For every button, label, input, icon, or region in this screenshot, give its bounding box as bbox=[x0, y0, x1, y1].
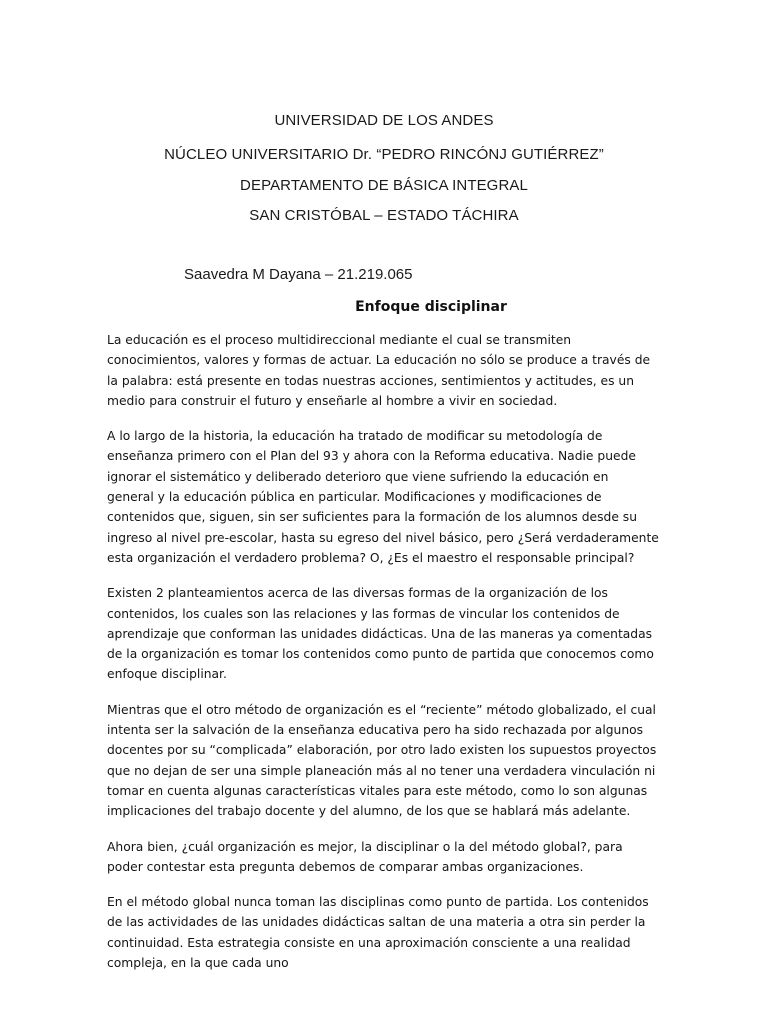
city-state: SAN CRISTÓBAL – ESTADO TÁCHIRA bbox=[249, 207, 519, 224]
paragraph: Ahora bien, ¿cuál organización es mejor, la disciplinar o la del método global?, para poder contestar esta pregunta debemos de comparar ambas organizaciones. bbox=[107, 839, 623, 874]
paragraph: En el método global nunca toman las disciplinas como punto de partida. Los contenidos de las actividades de las unidades didácticas saltan de una materia a otra sin perder la continuidad. Esta estrategia consiste en una aproximación consciente a una realidad compleja, en la que cada uno bbox=[107, 895, 649, 971]
paragraph: A lo largo de la historia, la educación ha tratado de modificar su metodología de enseñanza primero con el Plan del 93 y ahora con la Reforma educativa. Nadie puede ignorar el sistemático y deliberado deterioro que viene sufriendo la educación en general y la educación pública en particular. Modificaciones y modificaciones de contenidos que, siguen, sin ser suficientes para la formación de los alumnos desde su ingreso al nivel pre-escolar, hasta su egreso del nivel básico, pero ¿Será verdaderamente esta organización el verdadero problema? O, ¿Es el maestro el responsable principal? bbox=[107, 429, 659, 565]
paragraph: Existen 2 planteamientos acerca de las diversas formas de la organización de los contenidos, los cuales son las relaciones y las formas de vincular los contenidos de aprendizaje que conforman las unidades didácticas. Una de las maneras ya comentadas de la organización es tomar los contenidos como punto de partida que conocemos como enfoque disciplinar. bbox=[107, 586, 654, 682]
university-name: UNIVERSIDAD DE LOS ANDES bbox=[274, 112, 494, 129]
document-title: Enfoque disciplinar bbox=[355, 299, 507, 315]
campus-name: NÚCLEO UNIVERSITARIO Dr. “PEDRO RINCÓNJ GUTIÉRREZ” bbox=[164, 146, 604, 163]
document-body bbox=[107, 330, 659, 988]
paragraph: La educación es el proceso multidireccional mediante el cual se transmiten conocimientos, valores y formas de actuar. La educación no sólo se produce a través de la palabra: está presente en todas nuestras acciones, sentimientos y actitudes, es un medio para construir el futuro y enseñarle al hombre a vivir en sociedad. bbox=[107, 333, 651, 408]
department-name: DEPARTAMENTO DE BÁSICA INTEGRAL bbox=[240, 177, 528, 194]
paragraph: Mientras que el otro método de organización es el “reciente” método globalizado, el cual intenta ser la salvación de la enseñanza educativa pero ha sido rechazada por algunos docentes por su “complicada” elaboración, por otro lado existen los supuestos proyectos que no dejan de ser una simple planeación más al no tener una verdadera vinculación ni tomar en cuenta algunas características vitales para este método, como lo son algunas implicaciones del trabajo docente y del alumno, de los que se hablará más adelante. bbox=[107, 702, 657, 819]
author-line: Saavedra M Dayana – 21.219.065 bbox=[184, 266, 413, 283]
